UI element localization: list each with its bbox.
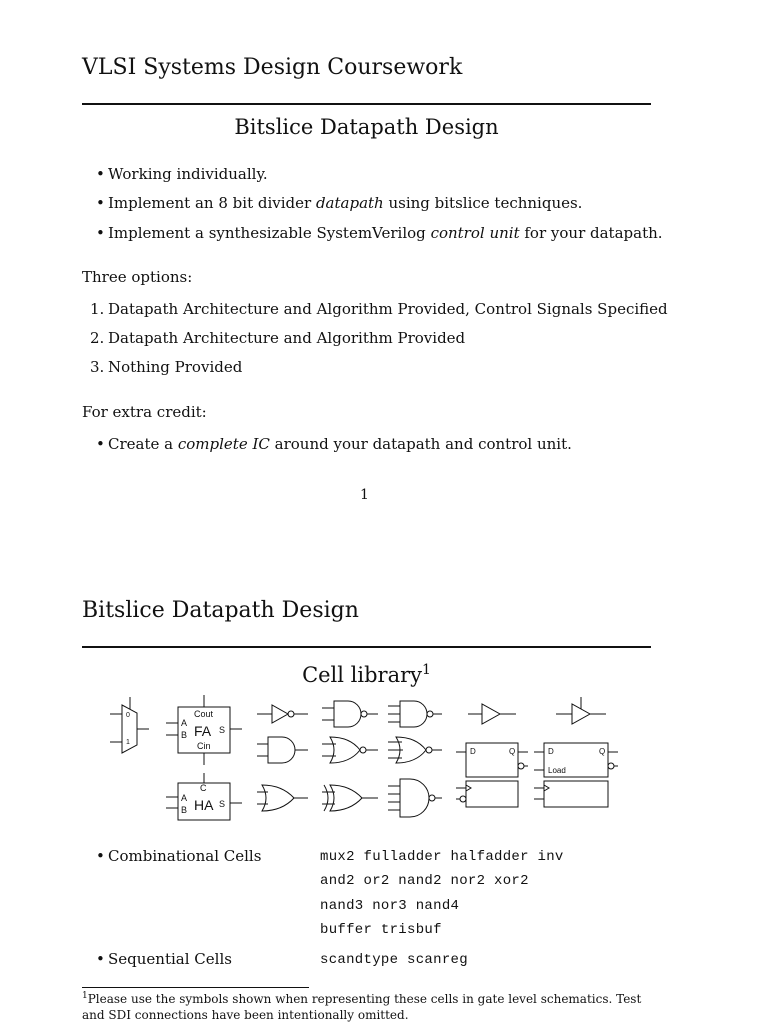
option-item xyxy=(90,358,242,376)
reg-label-load: Load xyxy=(548,766,566,775)
ha-label-name: HA xyxy=(194,797,214,813)
fulladder-symbol xyxy=(166,695,242,765)
and2-symbol xyxy=(257,737,308,763)
page-number: 1 xyxy=(360,487,369,503)
mux-label-1: 1 xyxy=(126,739,130,746)
page-title: VLSI Systems Design Coursework xyxy=(82,55,463,80)
option-item xyxy=(90,329,465,347)
inv-symbol xyxy=(257,705,308,723)
bullet-text: Working individually. xyxy=(108,165,268,183)
ha-label-s: S xyxy=(219,799,226,809)
fa-label-cin: Cin xyxy=(197,741,211,751)
bullet-text: Create a xyxy=(108,435,178,453)
bullet-item xyxy=(96,165,268,183)
or2-symbol xyxy=(257,785,308,811)
fa-label-b: B xyxy=(181,730,188,740)
fa-label-a: A xyxy=(181,718,188,728)
dff-label-q: Q xyxy=(509,747,516,756)
mux-label-0: 0 xyxy=(126,712,130,719)
fa-label-cout: Cout xyxy=(194,709,214,719)
options-intro: Three options: xyxy=(82,268,193,286)
bullet-item xyxy=(96,435,572,453)
reg-label-d: D xyxy=(548,747,554,756)
bullet-text: using bitslice techniques. xyxy=(383,194,583,212)
xor2-symbol xyxy=(322,785,378,811)
bullet-dot: • xyxy=(96,165,105,183)
nor2-symbol xyxy=(322,737,378,763)
scandtype-symbol xyxy=(456,743,528,807)
nor3-symbol xyxy=(388,737,442,763)
bullet-dot: • xyxy=(96,224,105,242)
combinational-cells-item xyxy=(96,847,261,865)
option-number: 2. xyxy=(90,329,105,347)
buffer-symbol xyxy=(468,704,516,724)
option-text: Datapath Architecture and Algorithm Provided xyxy=(108,329,466,347)
nand3-symbol xyxy=(388,701,442,727)
halfadder-symbol xyxy=(166,773,242,820)
bullet-text: Implement a synthesizable SystemVerilog xyxy=(108,224,431,242)
option-number: 1. xyxy=(90,300,105,318)
title-rule xyxy=(82,646,651,648)
extra-credit-intro: For extra credit: xyxy=(82,403,207,421)
sequential-cells-item xyxy=(96,950,232,968)
bullet-dot: • xyxy=(96,435,105,453)
slide-heading: Bitslice Datapath Design xyxy=(234,115,499,139)
bullet-text: Implement an 8 bit divider xyxy=(108,194,316,212)
trisbuf-symbol xyxy=(556,697,606,724)
footnote-mark: 1 xyxy=(82,991,88,1001)
bullet-dot: • xyxy=(96,950,105,968)
mux2-symbol xyxy=(110,697,149,753)
option-text: Datapath Architecture and Algorithm Provided, Control Signals Specified xyxy=(108,300,668,318)
footnote-text: Please use the symbols shown when representing these cells in gate level schematics. Test and SDI connections have been intentionally omitted. xyxy=(82,992,642,1022)
title-rule xyxy=(82,103,651,105)
ha-label-c: C xyxy=(200,783,207,793)
reg-label-q: Q xyxy=(599,747,606,756)
bullet-item xyxy=(96,224,663,242)
bullet-dot: • xyxy=(96,847,105,865)
cell-library-symbols xyxy=(100,695,640,830)
footnote-marker: 1 xyxy=(422,662,431,678)
option-text: Nothing Provided xyxy=(108,358,243,376)
nand4-symbol xyxy=(388,779,442,817)
cell-library-heading: Cell library xyxy=(302,663,423,687)
bullet-dot: • xyxy=(96,194,105,212)
combinational-cells-line: buffer trisbuf xyxy=(320,922,442,938)
bullet-item xyxy=(96,194,582,212)
bullet-text: for your datapath. xyxy=(519,224,663,242)
sequential-cells-list: scandtype scanreg xyxy=(320,952,468,968)
slide-heading xyxy=(82,662,651,687)
combinational-cells-line: mux2 fulladder halfadder inv xyxy=(320,849,564,865)
option-item xyxy=(90,300,668,318)
combinational-cells-line: nand3 nor3 nand4 xyxy=(320,898,460,914)
sequential-cells-label: Sequential Cells xyxy=(108,950,232,968)
fa-label-name: FA xyxy=(194,723,212,739)
dff-label-d: D xyxy=(470,747,476,756)
nand2-symbol xyxy=(322,701,378,727)
footnote xyxy=(82,988,662,1023)
combinational-cells-line: and2 or2 nand2 nor2 xor2 xyxy=(320,873,529,889)
combinational-cells-label: Combinational Cells xyxy=(108,847,262,865)
bullet-emphasis: control unit xyxy=(430,224,520,242)
bullet-text: around your datapath and control unit. xyxy=(269,435,572,453)
fa-label-s: S xyxy=(219,725,226,735)
scanreg-symbol xyxy=(534,743,618,807)
page-title: Bitslice Datapath Design xyxy=(82,598,359,623)
option-number: 3. xyxy=(90,358,105,376)
bullet-emphasis: datapath xyxy=(315,194,384,212)
bullet-emphasis: complete IC xyxy=(177,435,270,453)
ha-label-b: B xyxy=(181,805,188,815)
ha-label-a: A xyxy=(181,793,188,803)
